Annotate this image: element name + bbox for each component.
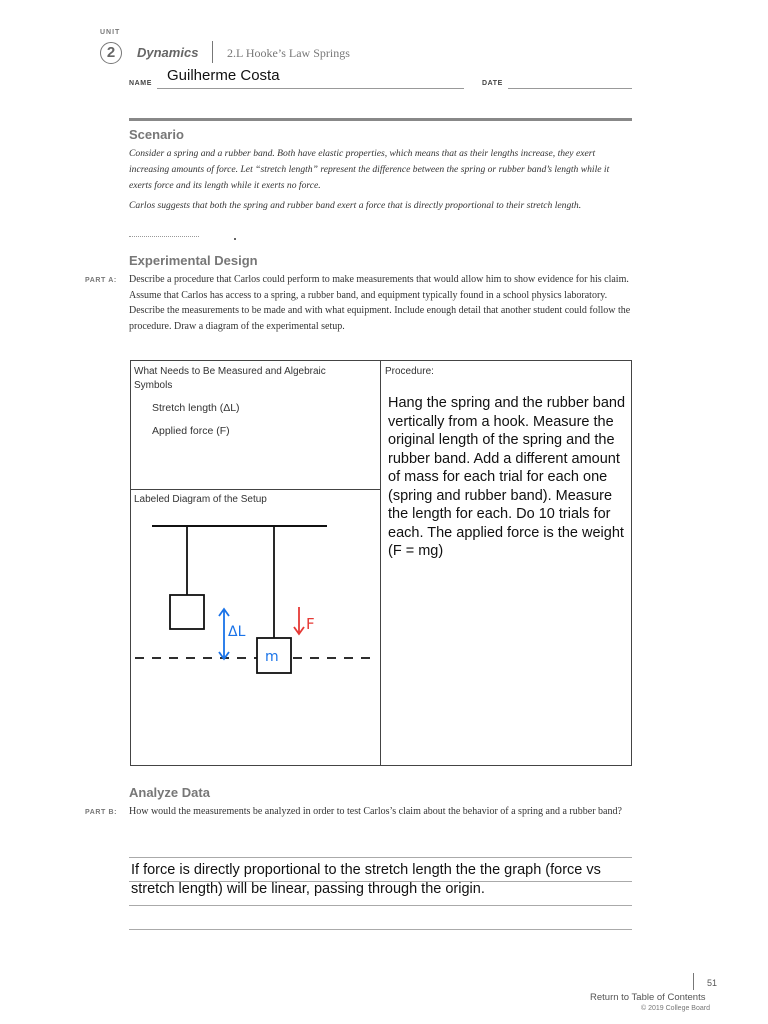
scenario-paragraph-1: Consider a spring and a rubber band. Both have elastic properties, which means that as their lengths increase, they exert increasing amounts of force. Let “stretch length” represent the difference between the spring or rubber band’s length while it exerts force and its length while it exerts no force. [129,148,610,191]
table-vertical-divider [380,360,381,766]
procedure-answer[interactable]: Hang the spring and the rubber band vertically from a hook. Measure the original length of the spring and the rubber band. Add a different amount of mass for each trial for each one (spring and rubber band). Measure the length for each. Do 10 trials for each. The applied force is the weight (F = mg) [388,395,626,559]
copyright: © 2019 College Board [641,1005,710,1012]
diagram-heading: Labeled Diagram of the Setup [134,494,267,505]
name-label: NAME [129,80,153,87]
name-line [157,88,464,89]
scenario-title: Scenario [129,127,184,142]
name-field[interactable]: Guilherme Costa [167,67,280,84]
answer-line-3 [129,905,632,906]
answer-line-1 [129,857,632,858]
unit-title: Dynamics [137,45,199,60]
page-number: 51 [707,978,718,988]
analyze-data-title: Analyze Data [129,785,210,800]
mass-label: m [265,649,279,665]
force-label: F [306,615,315,633]
setup-diagram [130,500,380,700]
experimental-design-title: Experimental Design [129,253,258,268]
section-divider [129,118,632,121]
applied-force-symbol: Applied force (F) [152,425,230,437]
unit-number-badge: 2 [100,42,122,64]
measured-heading: What Needs to Be Measured and Algebraic Symbols [134,366,326,391]
part-b-answer[interactable]: If force is directly proportional to the stretch length the the graph (force vs stretch length) will be linear, passing through the origin. [131,862,601,897]
dotted-rule [129,236,199,237]
answer-line-4 [129,929,632,930]
scenario-paragraph-2: Carlos suggests that both the spring and rubber band exert a force that is directly proportional to their stretch length. [129,200,582,211]
header-separator [212,41,213,63]
part-a-prompt: Describe a procedure that Carlos could perform to make measurements that would allow him to show evidence for his claim. Assume that Carlos has access to a spring, a rubber band, and equipment typically found in a school physics laboratory. Describe the measurements to be made and with what equipment. Include enough detail that another student could follow the procedure. Draw a diagram of the experimental setup. [129,274,631,332]
delta-l-label: ΔL [228,624,246,640]
return-to-toc-link[interactable]: Return to Table of Contents [590,992,706,1003]
stretch-length-symbol: Stretch length (ΔL) [152,402,240,414]
part-a-label: PART A: [85,277,117,284]
part-b-prompt: How would the measurements be analyzed in order to test Carlos’s claim about the behavior of a spring and a rubber band? [129,806,622,817]
date-field[interactable] [508,88,632,89]
procedure-heading: Procedure: [385,366,434,377]
table-horizontal-divider [130,489,381,490]
unit-subtitle: 2.L Hooke’s Law Springs [227,46,350,60]
footer-separator [693,973,694,990]
part-b-label: PART B: [85,809,118,816]
unstretched-mass-box [170,595,204,629]
unit-label: UNIT [100,29,121,36]
stray-dot [234,238,236,240]
date-label: DATE [482,80,503,87]
